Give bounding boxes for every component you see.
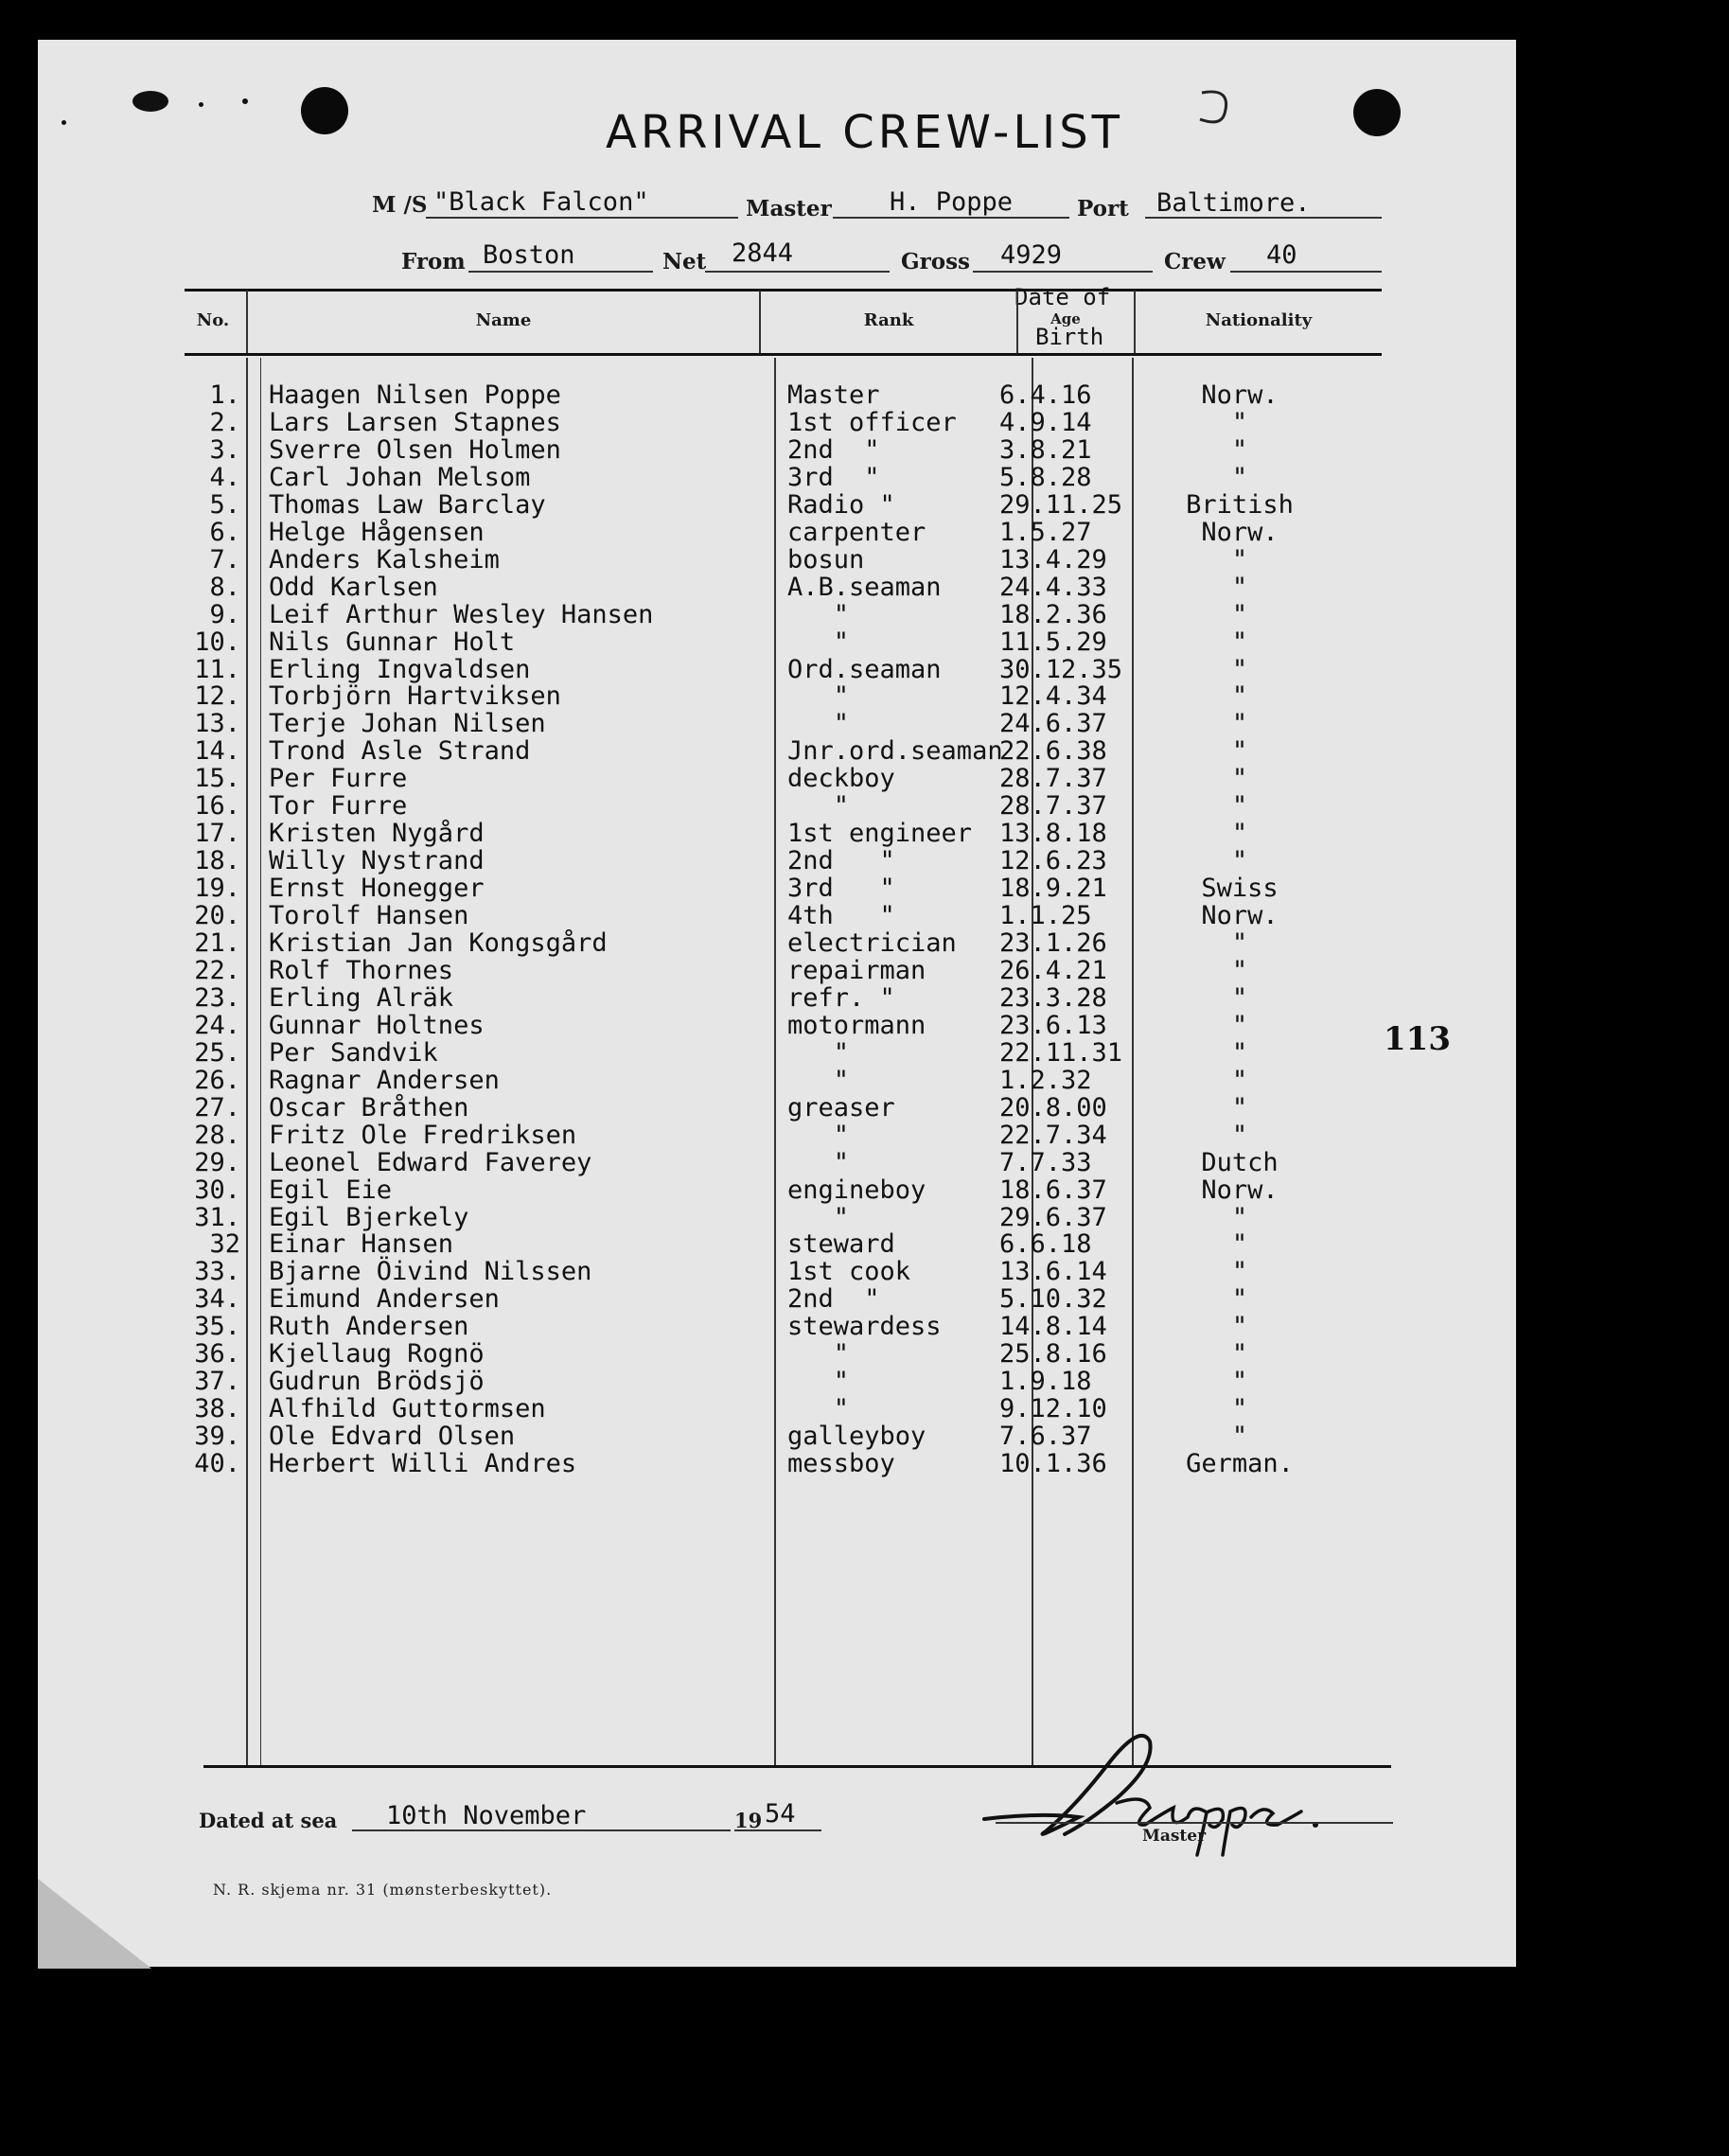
table-header-rule (185, 353, 1382, 356)
crew-nationality: Dutch (1201, 1147, 1279, 1177)
crew-nationality: " (1231, 544, 1248, 574)
crew-name: Carl Johan Melsom (269, 462, 531, 492)
crew-birth-date: 18.2.36 (999, 599, 1107, 629)
crew-nationality: " (1231, 1202, 1248, 1232)
crew-no: 9. (209, 599, 240, 629)
crew-nationality: " (1231, 599, 1248, 629)
crew-no: 34. (194, 1284, 240, 1315)
crew-rank: 2nd " (787, 1284, 880, 1315)
crew-birth-date: 1.2.32 (999, 1065, 1092, 1095)
crew-no: 1. (209, 380, 240, 410)
crew-no: 7. (209, 544, 240, 574)
folded-corner (38, 1879, 151, 1969)
crew-name: Per Furre (269, 764, 408, 794)
crew-name: Thomas Law Barclay (269, 489, 546, 520)
crew-nationality: " (1231, 627, 1248, 657)
crew-birth-date: 25.8.16 (999, 1339, 1107, 1370)
master-name: H. Poppe (890, 187, 1014, 217)
crew-name: Herbert Willi Andres (269, 1449, 577, 1479)
crew-name: Kristian Jan Kongsgård (269, 928, 608, 958)
crew-rank: carpenter (787, 517, 926, 547)
crew-rank: A.B.seaman (787, 572, 942, 602)
column-rule-name (260, 358, 261, 1768)
crew-birth-date: 12.6.23 (999, 846, 1107, 876)
header-divider (759, 291, 761, 353)
crew-rank: motormann (787, 1010, 926, 1040)
crew-name: Torolf Hansen (269, 901, 469, 931)
crew-no: 21. (194, 928, 240, 958)
crew-nationality: " (1231, 928, 1248, 958)
crew-nationality: " (1231, 1394, 1248, 1424)
crew-rank: engineboy (787, 1175, 926, 1205)
crew-rank: 3rd " (787, 874, 895, 904)
crew-birth-date: 26.4.21 (999, 955, 1107, 985)
crew-rank: 1st officer (787, 407, 957, 437)
crew-birth-date: 14.8.14 (999, 1312, 1107, 1342)
crew-birth-date: 6.4.16 (999, 380, 1092, 410)
from-label: From (401, 249, 466, 274)
crew-nationality: " (1231, 1229, 1248, 1260)
crew-rank: greaser (787, 1092, 895, 1122)
date-line (352, 1829, 731, 1831)
crew-name: Helge Hågensen (269, 517, 485, 547)
crew-rank: " (787, 1147, 850, 1177)
crew-nationality: Swiss (1201, 874, 1279, 904)
crew-line (1230, 271, 1382, 273)
crew-name: Gudrun Brödsjö (269, 1367, 485, 1397)
crew-name: Egil Eie (269, 1175, 393, 1205)
crew-birth-date: 7.7.33 (999, 1147, 1092, 1177)
crew-rank: " (787, 1120, 850, 1150)
crew-name: Odd Karlsen (269, 572, 438, 602)
ink-speck (242, 98, 248, 104)
crew-no: 32 (209, 1229, 240, 1260)
net-line (705, 271, 890, 273)
crew-label: Crew (1164, 249, 1226, 274)
crew-nationality: Norw. (1201, 380, 1279, 410)
crew-no: 25. (194, 1037, 240, 1068)
crew-name: Ruth Andersen (269, 1312, 469, 1342)
crew-nationality: " (1231, 736, 1248, 767)
crew-birth-date: 18.6.37 (999, 1175, 1107, 1205)
col-header-birth: Birth (1035, 324, 1104, 350)
crew-rank: " (787, 599, 850, 629)
crew-nationality: " (1231, 982, 1248, 1013)
crew-no: 2. (209, 407, 240, 437)
crew-no: 30. (194, 1175, 240, 1205)
crew-rank: bosun (787, 544, 865, 574)
crew-no: 29. (194, 1147, 240, 1177)
crew-birth-date: 24.6.37 (999, 709, 1107, 739)
crew-nationality: German. (1186, 1449, 1294, 1479)
crew-birth-date: 29.11.25 (999, 489, 1123, 520)
crew-birth-date: 13.4.29 (999, 544, 1107, 574)
crew-birth-date: 1.9.18 (999, 1367, 1092, 1397)
crew-birth-date: 5.10.32 (999, 1284, 1107, 1315)
crew-name: Leonel Edward Faverey (269, 1147, 592, 1177)
crew-no: 16. (194, 791, 240, 822)
crew-name: Haagen Nilsen Poppe (269, 380, 561, 410)
crew-rank: deckboy (787, 764, 895, 794)
crew-nationality: " (1231, 955, 1248, 985)
crew-no: 11. (194, 654, 240, 684)
crew-rank: " (787, 709, 850, 739)
crew-no: 18. (194, 846, 240, 876)
crew-birth-date: 23.1.26 (999, 928, 1107, 958)
crew-birth-date: 1.5.27 (999, 517, 1092, 547)
crew-name: Einar Hansen (269, 1229, 454, 1260)
crew-no: 23. (194, 982, 240, 1013)
crew-name: Nils Gunnar Holt (269, 627, 516, 657)
crew-nationality: " (1231, 1312, 1248, 1342)
crew-rank: " (787, 1065, 850, 1095)
crew-name: Trond Asle Strand (269, 736, 531, 767)
crew-birth-date: 24.4.33 (999, 572, 1107, 602)
crew-rank: messboy (787, 1449, 895, 1479)
crew-no: 27. (194, 1092, 240, 1122)
crew-no: 6. (209, 517, 240, 547)
crew-no: 12. (194, 681, 240, 712)
crew-nationality: " (1231, 791, 1248, 822)
crew-name: Leif Arthur Wesley Hansen (269, 599, 654, 629)
crew-name: Eimund Andersen (269, 1284, 500, 1315)
crew-name: Tor Furre (269, 791, 408, 822)
master-line (833, 217, 1069, 219)
crew-nationality: " (1231, 654, 1248, 684)
crew-rank: 2nd " (787, 846, 895, 876)
crew-no: 33. (194, 1257, 240, 1287)
port-line (1145, 217, 1382, 219)
crew-no: 35. (194, 1312, 240, 1342)
crew-name: Kjellaug Rognö (269, 1339, 485, 1370)
header-divider (1016, 291, 1018, 353)
gross-line (973, 271, 1153, 273)
crew-no: 24. (194, 1010, 240, 1040)
page-number: 113 (1384, 1020, 1451, 1058)
crew-nationality: " (1231, 1037, 1248, 1068)
crew-name: Gunnar Holtnes (269, 1010, 485, 1040)
port-value: Baltimore. (1156, 188, 1311, 218)
crew-no: 3. (209, 434, 240, 465)
column-rule-rank (774, 358, 776, 1768)
port-label: Port (1077, 196, 1129, 221)
crew-nationality: " (1231, 1284, 1248, 1315)
crew-rank: " (787, 1202, 850, 1232)
crew-no: 4. (209, 462, 240, 492)
crew-no: 19. (194, 874, 240, 904)
crew-no: 22. (194, 955, 240, 985)
crew-birth-date: 13.8.18 (999, 819, 1107, 849)
header-divider (1134, 291, 1136, 353)
crew-birth-date: 10.1.36 (999, 1449, 1107, 1479)
crew-nationality: " (1231, 1422, 1248, 1452)
crew-birth-date: 4.9.14 (999, 407, 1092, 437)
crew-name: Lars Larsen Stapnes (269, 407, 561, 437)
crew-name: Rolf Thornes (269, 955, 454, 985)
crew-nationality: " (1231, 1092, 1248, 1122)
crew-birth-date: 28.7.37 (999, 791, 1107, 822)
crew-rank: stewardess (787, 1312, 942, 1342)
crew-nationality: Norw. (1201, 901, 1279, 931)
crew-rank: galleyboy (787, 1422, 926, 1452)
col-header-name: Name (475, 310, 532, 330)
from-value: Boston (483, 240, 575, 270)
crew-birth-date: 30.12.35 (999, 654, 1123, 684)
crew-no: 13. (194, 709, 240, 739)
crew-nationality: " (1231, 764, 1248, 794)
crew-name: Oscar Bråthen (269, 1092, 469, 1122)
crew-birth-date: 28.7.37 (999, 764, 1107, 794)
crew-no: 5. (209, 489, 240, 520)
crew-nationality: " (1231, 681, 1248, 712)
crew-no: 15. (194, 764, 240, 794)
crew-nationality: " (1231, 1010, 1248, 1040)
table-top-rule (185, 289, 1382, 292)
form-note: N. R. skjema nr. 31 (mønsterbeskyttet). (213, 1881, 553, 1899)
ms-label: M /S (372, 192, 428, 218)
crew-rank: " (787, 1037, 850, 1068)
crew-no: 39. (194, 1422, 240, 1452)
crew-nationality: " (1231, 572, 1248, 602)
crew-name: Bjarne Öivind Nilssen (269, 1257, 592, 1287)
year-prefix: 19 (734, 1809, 763, 1832)
crew-no: 38. (194, 1394, 240, 1424)
crew-no: 8. (209, 572, 240, 602)
crew-birth-date: 7.6.37 (999, 1422, 1092, 1452)
crew-birth-date: 22.11.31 (999, 1037, 1123, 1068)
vessel-name-line (426, 217, 738, 219)
crew-birth-date: 23.6.13 (999, 1010, 1107, 1040)
crew-rank: " (787, 681, 850, 712)
vessel-name: "Black Falcon" (433, 187, 649, 217)
crew-no: 31. (194, 1202, 240, 1232)
column-rule-no (246, 358, 248, 1768)
crew-name: Alfhild Guttormsen (269, 1394, 546, 1424)
crew-name: Sverre Olsen Holmen (269, 434, 561, 465)
crew-rank: electrician (787, 928, 957, 958)
crew-rank: " (787, 1367, 850, 1397)
crew-rank: 4th " (787, 901, 895, 931)
crew-nationality: " (1231, 462, 1248, 492)
crew-rank: 1st cook (787, 1257, 911, 1287)
crew-rank: 3rd " (787, 462, 880, 492)
crew-nationality: " (1231, 819, 1248, 849)
col-header-no: No. (196, 310, 230, 330)
from-line (468, 271, 653, 273)
crew-nationality: Norw. (1201, 1175, 1279, 1205)
crew-birth-date: 20.8.00 (999, 1092, 1107, 1122)
crew-nationality: " (1231, 434, 1248, 465)
crew-name: Fritz Ole Fredriksen (269, 1120, 577, 1150)
gross-label: Gross (901, 249, 970, 274)
col-header-date-of: Date of (1014, 284, 1111, 310)
col-header-age: Age (1050, 310, 1081, 327)
crew-rank: Jnr.ord.seaman (787, 736, 1003, 767)
dated-date: 10th November (386, 1801, 587, 1830)
crew-rank: " (787, 627, 850, 657)
crew-name: Erling Alräk (269, 982, 454, 1013)
crew-name: Ernst Honegger (269, 874, 485, 904)
crew-birth-date: 6.6.18 (999, 1229, 1092, 1260)
crew-rank: repairman (787, 955, 926, 985)
crew-name: Terje Johan Nilsen (269, 709, 546, 739)
year-suffix: 54 (765, 1799, 796, 1829)
page-title: ARRIVAL CREW-LIST (605, 106, 1123, 159)
net-value: 2844 (732, 239, 794, 268)
crew-name: Kristen Nygård (269, 819, 485, 849)
crew-no: 14. (194, 736, 240, 767)
crew-no: 36. (194, 1339, 240, 1370)
crew-name: Willy Nystrand (269, 846, 485, 876)
crew-rank: Radio " (787, 489, 895, 520)
crew-birth-date: 12.4.34 (999, 681, 1107, 712)
crew-name: Ole Edvard Olsen (269, 1422, 516, 1452)
crew-rank: Master (787, 380, 880, 410)
crew-name: Anders Kalsheim (269, 544, 500, 574)
crew-nationality: " (1231, 1120, 1248, 1150)
crew-no: 40. (194, 1449, 240, 1479)
crew-value: 40 (1266, 240, 1297, 270)
crew-birth-date: 18.9.21 (999, 874, 1107, 904)
crew-nationality: " (1231, 1367, 1248, 1397)
crew-rank: " (787, 1339, 850, 1370)
gross-value: 4929 (1000, 240, 1063, 270)
crew-nationality: " (1231, 709, 1248, 739)
crew-birth-date: 23.3.28 (999, 982, 1107, 1013)
crew-rank: 1st engineer (787, 819, 973, 849)
crew-rank: 2nd " (787, 434, 880, 465)
crew-birth-date: 9.12.10 (999, 1394, 1107, 1424)
crew-name: Erling Ingvaldsen (269, 654, 531, 684)
crew-nationality: " (1231, 1339, 1248, 1370)
crew-no: 28. (194, 1120, 240, 1150)
signature-line (996, 1822, 1393, 1824)
crew-rank: Ord.seaman (787, 654, 942, 684)
crew-birth-date: 22.6.38 (999, 736, 1107, 767)
master-label: Master (746, 196, 832, 221)
crew-no: 26. (194, 1065, 240, 1095)
crew-no: 37. (194, 1367, 240, 1397)
net-label: Net (662, 249, 707, 274)
crew-birth-date: 1.1.25 (999, 901, 1092, 931)
crew-rank: " (787, 791, 850, 822)
crew-nationality: " (1231, 1065, 1248, 1095)
crew-name: Torbjörn Hartviksen (269, 681, 561, 712)
crew-nationality: " (1231, 846, 1248, 876)
signature-master-label: Master (1142, 1827, 1207, 1846)
crew-rank: steward (787, 1229, 895, 1260)
crew-no: 20. (194, 901, 240, 931)
crew-name: Ragnar Andersen (269, 1065, 500, 1095)
crew-birth-date: 3.8.21 (999, 434, 1092, 465)
crew-birth-date: 22.7.34 (999, 1120, 1107, 1150)
crew-nationality: British (1186, 489, 1294, 520)
crew-birth-date: 13.6.14 (999, 1257, 1107, 1287)
crew-nationality: " (1231, 407, 1248, 437)
crew-rank: refr. " (787, 982, 895, 1013)
crew-nationality: Norw. (1201, 517, 1279, 547)
crew-nationality: " (1231, 1257, 1248, 1287)
col-header-rank: Rank (863, 310, 914, 330)
col-header-nationality: Nationality (1205, 310, 1313, 330)
crew-no: 10. (194, 627, 240, 657)
crew-birth-date: 11.5.29 (999, 627, 1107, 657)
crew-rank: " (787, 1394, 850, 1424)
crew-name: Per Sandvik (269, 1037, 438, 1068)
header-divider (246, 291, 248, 353)
dated-label: Dated at sea (199, 1809, 338, 1832)
crew-birth-date: 5.8.28 (999, 462, 1092, 492)
crew-birth-date: 29.6.37 (999, 1202, 1107, 1232)
year-line (734, 1829, 821, 1831)
crew-name: Egil Bjerkely (269, 1202, 469, 1232)
column-rule-nationality (1132, 358, 1134, 1768)
crew-no: 17. (194, 819, 240, 849)
